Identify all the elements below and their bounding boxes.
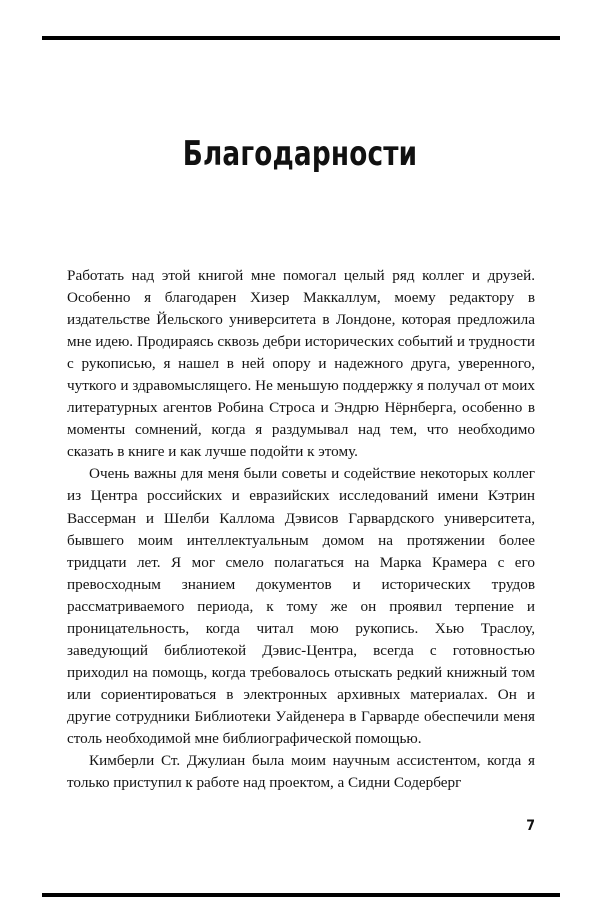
body-paragraph: Работать над этой книгой мне помогал целый ряд коллег и друзей. Особенно я благодарен Хизер Маккаллум, моему редактору в издательстве Йельского университета в Лондоне, которая предложила мне идею. Продираясь сквозь дебри исторических событий и трудности с рукописью, я нашел в ней опору и надежного друга, уверенного, чуткого и здравомыслящего. Не меньшую поддержку я получал от моих литературных агентов Робина Строса и Эндрю Нёрнберга, особенно в моменты сомнений, когда я раздумывал над тем, что необходимо сказать в книге и как лучше подойти к этому. (67, 267, 535, 461)
body-paragraph: Кимберли Ст. Джулиан была моим научным ассистентом, когда я только приступил к работе над проектом, а Сидни Содерберг (67, 752, 535, 792)
body-paragraph: Очень важны для меня были советы и содействие некоторых коллег из Центра российских и евразийских исследований имени Кэтрин Вассерман и Шелби Каллома Дэвисов Гарвардского университета, бывшего моим интеллектуальным домом на протяжении более тридцати лет. Я мог смело полагаться на Марка Крамера с его превосходным знанием документов и исторических трудов рассматриваемого периода, к тому же он проявил терпение и проницательность, когда читал мою рукопись. Хью Траслоу, заведующий библиотекой Дэвис-Центра, всегда с готовностью приходил на помощь, когда требовалось отыскать редкий книжный том или сориентироваться в электронных архивных материалах. Он и другие сотрудники Библиотеки Уайденера в Гарварде обеспечили меня столь необходимой мне библиографической помощью. (67, 465, 535, 747)
page-title: Благодарности (182, 133, 418, 174)
top-rule-divider (42, 36, 560, 40)
bottom-rule-divider (42, 893, 560, 897)
page-number-folio: 7 (526, 818, 535, 834)
body-text-column (67, 265, 535, 794)
